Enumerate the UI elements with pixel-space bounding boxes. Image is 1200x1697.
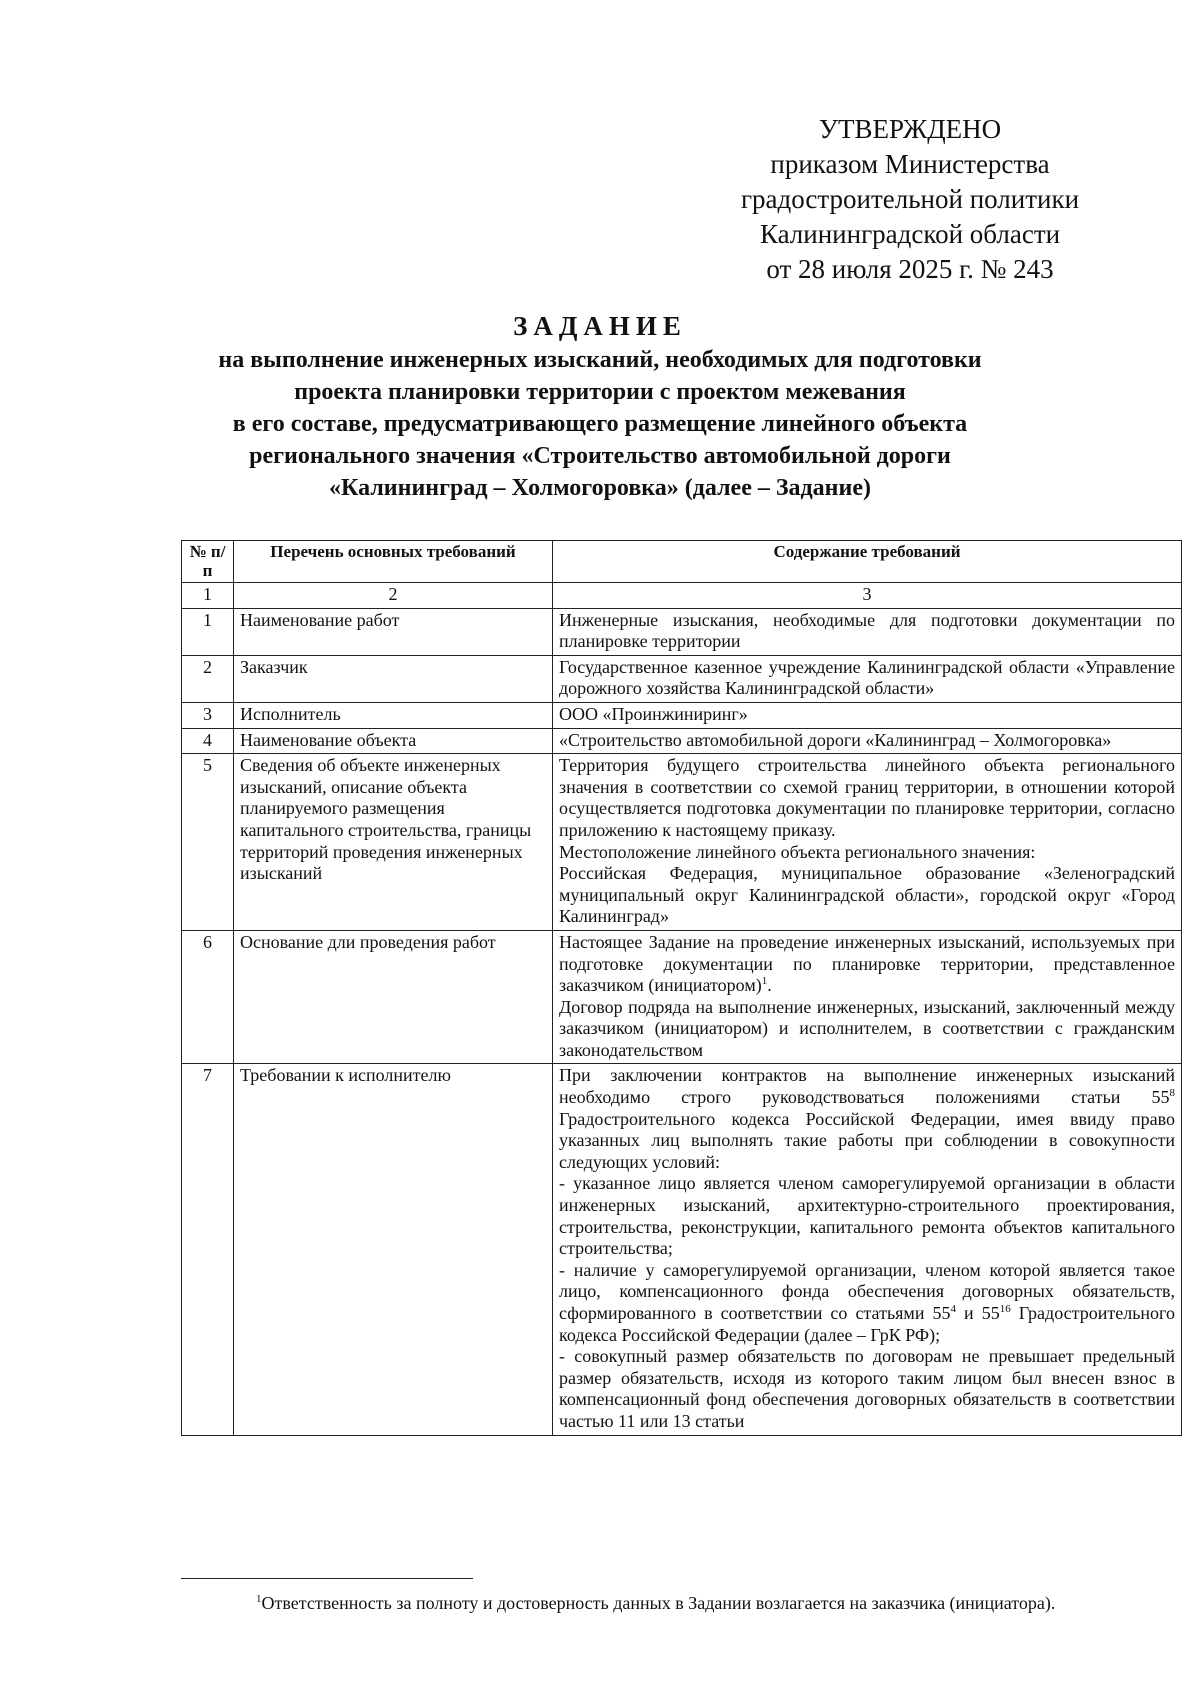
table-row: [182, 655, 1182, 702]
title-line: на выполнение инженерных изысканий, необходимых для подготовки: [218, 347, 982, 373]
article-superscript: 8: [1169, 1087, 1175, 1100]
header-num: № п/п: [182, 541, 234, 583]
content-text: и 55: [956, 1303, 1000, 1323]
approval-stamp: [700, 112, 1120, 287]
title-line: проекта планировки территории с проектом межевания: [294, 379, 906, 405]
content-text: Градостроительного кодекса Российской Федерации (далее – ГрК РФ);: [559, 1303, 1175, 1345]
article-superscript: 16: [999, 1303, 1011, 1315]
row-number: 2: [182, 655, 234, 702]
row-requirement: Исполнитель: [234, 702, 553, 728]
table-row: [182, 930, 1182, 1064]
approval-line: Калининградской области: [759, 219, 1061, 249]
row-number: 7: [182, 1064, 234, 1435]
table-row: [182, 702, 1182, 728]
row-number: 1: [182, 608, 234, 655]
row-content: [553, 930, 1182, 1064]
row-number: 4: [182, 728, 234, 754]
row-content: [553, 1064, 1182, 1435]
row-requirement: Заказчик: [234, 655, 553, 702]
column-numbers-row: [182, 583, 1182, 609]
content-text: Настоящее Задание на проведение инженерных изысканий, используемых при подготовке документации по планировке территории, представленное заказчиком (инициатором): [559, 931, 1175, 996]
content-paragraph: Настоящее Задание на проведение инженерных изысканий, используемых при подготовке документации по планировке территории, представленное заказчиком (инициатором)$^1$.: [559, 931, 1175, 996]
row-content: Государственное казенное учреждение Калининградской области «Управление дорожного хозяйства Калининградской области»: [553, 655, 1182, 702]
content-paragraph: Территория будущего строительства линейного объекта регионального значения в соответствии со схемой границ территории, в отношении которой осуществляется подготовка документации по планировке территории, согласно приложению к настоящему приказу.: [559, 755, 1175, 840]
table-row: [182, 608, 1182, 655]
footnote-divider: [181, 1578, 473, 1579]
content-paragraph: Договор подряда на выполнение инженерных, изысканий, заключенный между заказчиком (инициатором) и исполнителем, в соответствии с гражданским законодательством: [559, 996, 1175, 1060]
content-text: При заключении контрактов на выполнение инженерных изысканий необходимо строго руководствоваться положениями статьи 55: [559, 1065, 1175, 1108]
header-content: Содержание требований: [553, 541, 1182, 583]
row-content: [553, 754, 1182, 931]
column-number: 3: [553, 583, 1182, 609]
content-text: Градостроительного кодекса Российской Федерации, имея ввиду право указанных лиц выполнять такие работы при соблюдении в совокупности следующих условий:: [559, 1108, 1175, 1172]
footnote: [256, 1592, 1176, 1614]
row-requirement: Основание дли проведения работ: [234, 930, 553, 1064]
approval-line: приказом Министерства: [770, 149, 1050, 179]
row-requirement: Наименование объекта: [234, 728, 553, 754]
row-content: «Строительство автомобильной дороги «Калининград – Холмогоровка»: [553, 728, 1182, 754]
document-title: [180, 310, 1020, 504]
footnote-text: Ответственность за полноту и достоверность данных в Задании возлагается на заказчика (инициатора).: [261, 1593, 1056, 1613]
content-paragraph: Местоположение линейного объекта регионального значения:: [559, 841, 1036, 862]
row-number: 3: [182, 702, 234, 728]
row-content: Инженерные изыскания, необходимые для подготовки документации по планировке территории: [553, 608, 1182, 655]
column-number: 2: [234, 583, 553, 609]
table-row: [182, 1064, 1182, 1435]
row-requirement: Сведения об объекте инженерных изысканий, описание объекта планируемого размещения капитального строительства, границы территорий проведения инженерных изысканий: [234, 754, 553, 931]
row-requirement: Наименование работ: [234, 608, 553, 655]
table-header-row: [182, 541, 1182, 583]
column-number: 1: [182, 583, 234, 609]
approval-date: от 28 июля 2025 г. № 243: [766, 254, 1054, 284]
table-row: [182, 754, 1182, 931]
content-paragraph: - указанное лицо является членом саморегулируемой организации в области инженерных изысканий, архитектурно-строительного проектирования, строительства, реконструкции, капитального ремонта объектов капитального строительства;: [559, 1173, 1175, 1259]
content-paragraph: - совокупный размер обязательств по договорам не превышает предельный размер обязательств, исходя из которого таким лицом был внесен взнос в компенсационный фонд обеспечения договорных обязательств в соответствии частью 11 или 13 статьи: [559, 1346, 1175, 1431]
content-paragraph: [559, 1065, 1175, 1173]
row-requirement: Требовании к исполнителю: [234, 1064, 553, 1435]
row-number: 5: [182, 754, 234, 931]
title-heading: ЗАДАНИЕ: [513, 311, 687, 341]
approval-heading: УТВЕРЖДЕНО: [818, 114, 1002, 144]
row-number: 6: [182, 930, 234, 1064]
table-row: [182, 728, 1182, 754]
title-line: в его составе, предусматривающего размещение линейного объекта: [232, 411, 968, 437]
header-requirement: Перечень основных требований: [234, 541, 553, 583]
title-line: «Калининград – Холмогоровка» (далее – Задание): [329, 475, 871, 501]
requirements-table: [181, 540, 1182, 1436]
article-superscript: 4: [950, 1303, 956, 1315]
footnote-ref[interactable]: 1: [761, 975, 768, 988]
footnote-marker: 1: [256, 1593, 262, 1605]
content-text: - наличие у саморегулируемой организации, членом которой является такое лицо, компенсационного фонда обеспечения договорных обязательств, сформированного в соответствии со статьями 55: [559, 1259, 1175, 1323]
row-content: ООО «Проинжиниринг»: [553, 702, 1182, 728]
title-line: регионального значения «Строительство автомобильной дороги: [249, 443, 951, 469]
content-paragraph: Российская Федерация, муниципальное образование «Зеленоградский муниципальный округ Калининградской области», городской округ «Город Калининград»: [559, 863, 1175, 927]
approval-line: градостроительной политики: [740, 184, 1080, 214]
content-paragraph: [559, 1260, 1175, 1346]
